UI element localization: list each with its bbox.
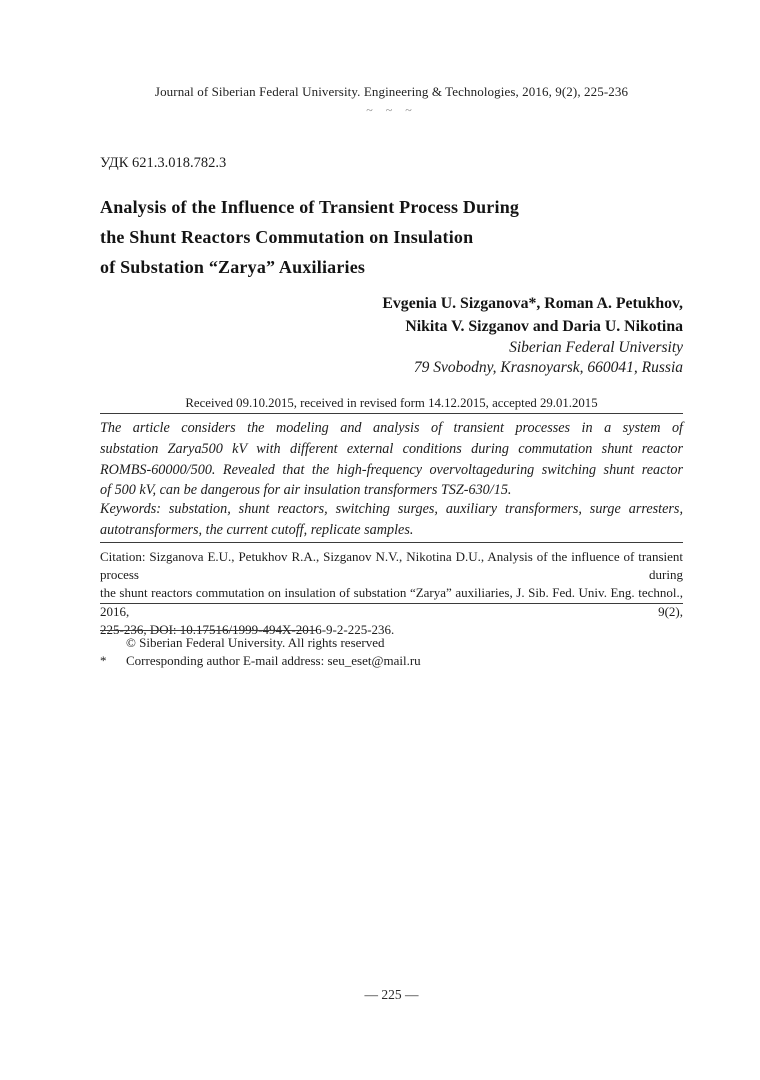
footnote-marker: * (100, 652, 107, 668)
footnote-block (100, 634, 570, 669)
corresponding-author-note (100, 652, 570, 670)
affiliation-line: Siberian Federal University (509, 339, 683, 356)
citation-line: 225-236, DOI: 10.17516/1999-494X-2016-9-2-225-236. (100, 621, 395, 637)
copyright-note: © Siberian Federal University. All rights reserved (126, 635, 385, 650)
author-line: Evgenia U. Sizganova*, Roman A. Petukhov, (382, 295, 683, 312)
title-line: Analysis of the Influence of Transient Process During (100, 197, 520, 217)
journal-header: Journal of Siberian Federal University. Engineering & Technologies, 2016, 9(2), 225-236 (154, 84, 629, 99)
author-line: Nikita V. Sizganov and Daria U. Nikotina (405, 318, 683, 335)
abstract-line: substation Zarya500 kV with different external conditions during commutation shunt reactor (100, 440, 683, 457)
keywords-line: autotransformers, the current cutoff, replicate samples. (100, 521, 414, 538)
udc-code: УДК 621.3.018.782.3 (100, 155, 227, 171)
received-dates: Received 09.10.2015, received in revised form 14.12.2015, accepted 29.01.2015 (185, 396, 598, 410)
separator-rule-citation (100, 603, 683, 604)
abstract-line: ROMBS-60000/500. Revealed that the high-frequency overvoltageduring switching shunt reactor (100, 461, 683, 478)
keywords (100, 499, 683, 541)
separator-rule-top (100, 413, 683, 414)
title-line: of Substation “Zarya” Auxiliaries (100, 257, 366, 277)
separator-rule-keywords (100, 542, 683, 543)
paper-title (100, 192, 683, 282)
keywords-line: Keywords: substation, shunt reactors, switching surges, auxiliary transformers, surge arresters, (100, 501, 683, 517)
abstract-line: of 500 kV, can be dangerous for air insulation transformers TSZ-630/15. (100, 482, 512, 499)
abstract (100, 418, 683, 501)
footnote-rule (100, 630, 316, 631)
citation-line: Citation: Sizganova E.U., Petukhov R.A., Sizganov N.V., Nikotina D.U., Analysis of the influence of transient process during (100, 549, 683, 583)
header-ornament: ~ ~ ~ (366, 103, 417, 117)
citation (100, 548, 683, 639)
title-line: the Shunt Reactors Commutation on Insulation (100, 227, 474, 247)
affiliation-line: 79 Svobodny, Krasnoyarsk, 660041, Russia (413, 359, 683, 376)
abstract-line: The article considers the modeling and analysis of transient processes in a system of (100, 420, 683, 436)
corresponding-author-text: Corresponding author E-mail address: seu_eset@mail.ru (126, 652, 421, 668)
page-number: — 225 — (364, 987, 419, 1002)
citation-line: the shunt reactors commutation on insulation of substation “Zarya” auxiliaries, J. Sib. Fed. Univ. Eng. technol., 2016, 9(2), (100, 585, 683, 619)
authors-affiliation-block (100, 292, 683, 378)
